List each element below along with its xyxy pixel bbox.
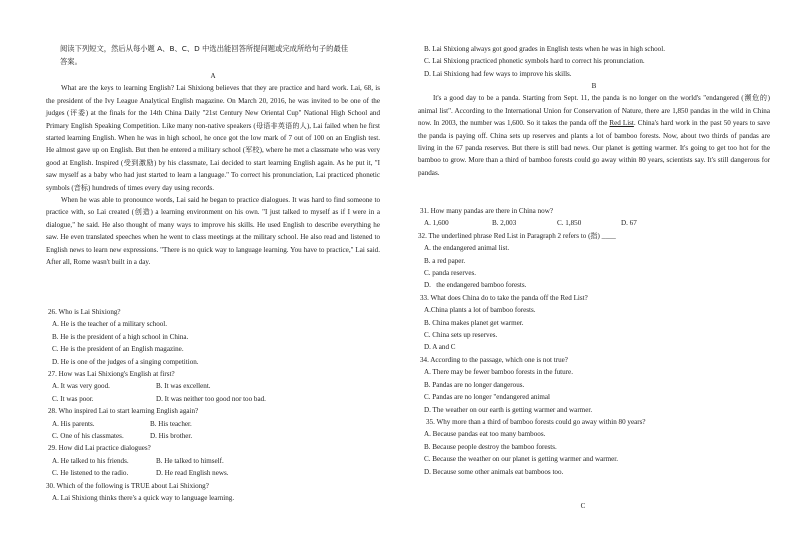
option[interactable]: D. The weather on our earth is getting warmer and warmer. xyxy=(424,405,593,414)
question-29: 29. How did Lai practice dialogues? xyxy=(48,444,151,453)
option[interactable]: C. Because the weather on our planet is getting warmer and warmer. xyxy=(424,455,619,464)
option[interactable]: A. He talked to his friends. xyxy=(52,456,129,465)
questions-26-30 xyxy=(46,306,380,505)
instructions xyxy=(60,43,390,68)
option-row xyxy=(46,418,380,430)
question-30-continued xyxy=(424,43,778,80)
passage-a-paragraph-2: When he was able to pronounce words, Lai said he began to practice dialogues. It was hard to find someone to practice with, so Lai created (创造) a learning environment on his own. "I just talked to myself as if I were in a dialogue," he said. He also thought of many ways to improve his skills. He used English to describe everything he saw. He even translated speeches when he went to class meetings at the military school. He also read and listened to English news to learn new expressions. "There is no quick way to language learning. You have to practice," Lai said. After all, Rome wasn't built in a day. xyxy=(46,196,380,267)
option[interactable]: C. 1,850 xyxy=(557,219,582,228)
option[interactable]: A. His parents. xyxy=(52,419,95,428)
option[interactable]: B. 2,003 xyxy=(492,219,517,228)
passage-b-paragraph xyxy=(418,92,770,179)
passage-b xyxy=(418,80,770,179)
option[interactable]: A. the endangered animal list. xyxy=(424,244,510,253)
option[interactable]: D. Lai Shixiong had few ways to improve his skills. xyxy=(424,69,572,78)
passage-a xyxy=(46,70,380,269)
option[interactable]: B. He talked to himself. xyxy=(156,456,224,465)
question-32: 32. The underlined phrase Red List in Paragraph 2 refers to (指) ____ xyxy=(418,231,616,240)
option[interactable]: B. China makes planet get warmer. xyxy=(424,318,524,327)
passage-a-label: A xyxy=(210,72,216,80)
option[interactable]: A.China plants a lot of bamboo forests. xyxy=(424,306,536,315)
option[interactable]: A. He is the teacher of a military school. xyxy=(52,320,168,329)
option[interactable]: C. China sets up reserves. xyxy=(424,331,498,340)
option[interactable]: D. His brother. xyxy=(150,432,193,441)
option[interactable]: C. He is the president of an English magazine. xyxy=(52,345,184,354)
option[interactable]: D. Because some other animals eat bamboos too. xyxy=(424,467,564,476)
option-row xyxy=(46,393,380,405)
option[interactable]: D. A and C xyxy=(424,343,456,352)
option-row xyxy=(46,467,380,479)
passage-b-text-2: . China's hard work in the past 50 years to save the panda is paying off. China sets up reserves and plants a lot of bamboo forests. Now, about two thirds of pandas are living in the 67 panda reserves. But there is still bad news. Our planet is getting warmer. It's going to get too hot for the bamboo to grow. More than a third of bamboo forests could go away within 80 years, scientists say. It's still dangerous for pandas. xyxy=(418,119,770,177)
red-list-underlined: Red List xyxy=(609,119,634,128)
option[interactable]: D. the endangered bamboo forests. xyxy=(424,281,527,290)
question-33: 33. What does China do to take the panda off the Red List? xyxy=(420,293,588,302)
option[interactable]: A. It was very good. xyxy=(52,382,110,391)
option-row xyxy=(46,430,380,442)
question-34: 34. According to the passage, which one is not true? xyxy=(420,355,568,364)
instructions-line2: 答案。 xyxy=(60,56,82,66)
option[interactable]: B. a red paper. xyxy=(424,256,466,265)
passage-b-text-1: It's a good day to be a panda. Starting from Sept. 11, the panda is no longer on the world's "endangered (濒危的) animal list". According to the International Union for Conservation of Nature, there are 1,850 pandas in the wild in China now. In 2003, the number was 1,600. So it takes the panda off the xyxy=(418,94,770,128)
option[interactable]: C. One of his classmates. xyxy=(52,432,124,441)
option[interactable]: C. It was poor. xyxy=(52,394,94,403)
passage-b-label: B xyxy=(591,82,597,90)
option[interactable]: C. Lai Shixiong practiced phonetic symbols hard to correct his pronunciation. xyxy=(424,57,645,66)
question-27: 27. How was Lai Shixiong's English at first? xyxy=(48,370,175,379)
questions-31-35 xyxy=(418,205,778,478)
question-30: 30. Which of the following is TRUE about Lai Shixiong? xyxy=(46,481,209,490)
question-28: 28. Who inspired Lai to start learning English again? xyxy=(48,407,199,416)
option[interactable]: B. Because people destroy the bamboo forests. xyxy=(424,442,557,451)
option[interactable]: C. He listened to the radio. xyxy=(52,469,129,478)
passage-c-label: C xyxy=(580,502,586,510)
option[interactable]: A. Because pandas eat too many bamboos. xyxy=(424,430,546,439)
option[interactable]: D. 67 xyxy=(621,219,637,228)
option[interactable]: D. He read English news. xyxy=(156,469,229,478)
option[interactable]: B. It was excellent. xyxy=(156,382,211,391)
option[interactable]: B. His teacher. xyxy=(150,419,192,428)
option[interactable]: C. Pandas are no longer "endangered animal xyxy=(424,393,551,402)
question-26: 26. Who is Lai Shixiong? xyxy=(48,308,121,316)
question-35: 35. Why more than a third of bamboo forests could go away within 80 years? xyxy=(426,417,646,426)
option[interactable]: B. Pandas are no longer dangerous. xyxy=(424,380,525,389)
option[interactable]: B. Lai Shixiong always got good grades in English tests when he was in high school. xyxy=(424,45,665,53)
instructions-line1: 阅读下列短文，然后从每小题 A、B、C、D 中选出能回答所提问题或完成所给句子的最佳 xyxy=(60,44,349,53)
question-31: 31. How many pandas are there in China now? xyxy=(420,207,553,215)
option[interactable]: D. He is one of the judges of a singing competition. xyxy=(52,357,199,366)
option[interactable]: C. panda reserves. xyxy=(424,269,477,278)
option-row xyxy=(46,455,380,467)
option[interactable]: A. Lai Shixiong thinks there's a quick way to language learning. xyxy=(52,494,235,503)
option[interactable]: B. He is the president of a high school in China. xyxy=(52,332,189,341)
passage-a-paragraph-1: What are the keys to learning English? Lai Shixiong believes that they are practice and hard work. Lai, 68, is the president of the Ivy League Analytical English magazine. On March 20, 2016, he was invited to be one of the judges (评委) at the finals for the 14th China Daily "21st Century New Oriental Cup" National High School and Primary English Speaking Competition. Like many non-native speakers (母语非英语的人), Lai failed when he first started learning English. When he was in high school, he once got the low mark of 7 out of 100 on an English test. He almost gave up on English. But then he entered a military school (军校), where he met a classmate who was very good at English. Inspired (受到激励) by his classmate, Lai decided to start learning English again. As he put it, "I saw myself as a baby who had just started to learn a language." To correct his pronunciation, Lai practiced phonetic symbols (音标) hundreds of times every day using records. xyxy=(46,84,380,192)
option[interactable]: D. It was neither too good nor too bad. xyxy=(156,394,266,403)
option-row xyxy=(46,380,380,392)
option[interactable]: A. 1,600 xyxy=(424,219,449,228)
option[interactable]: A. There may be fewer bamboo forests in the future. xyxy=(424,368,573,377)
option-row xyxy=(418,217,778,229)
